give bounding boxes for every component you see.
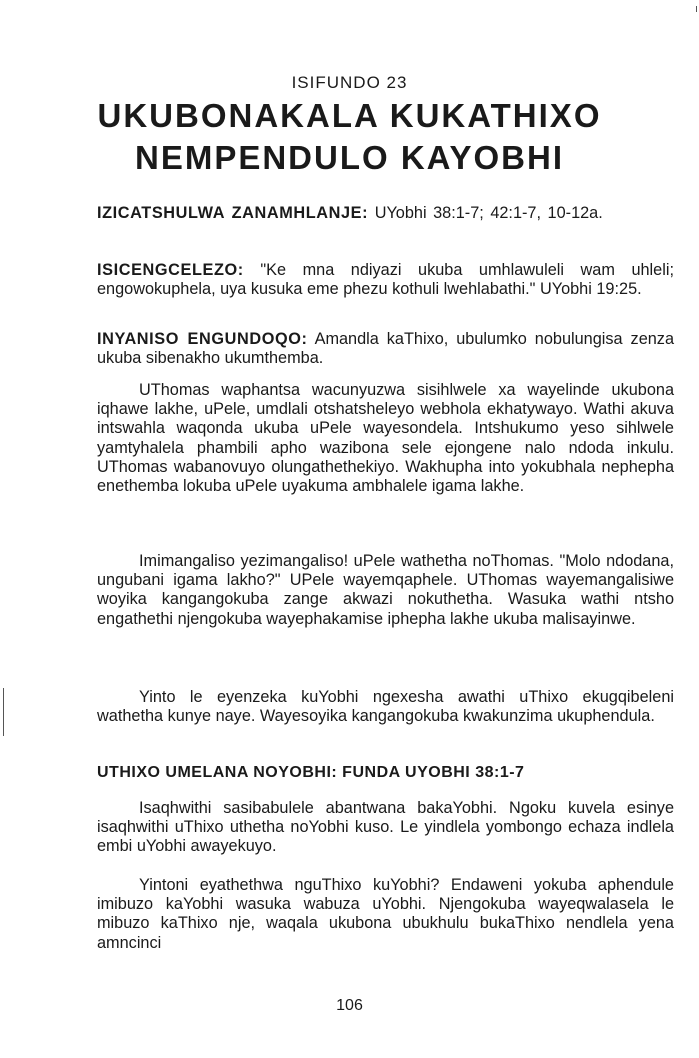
central-truth	[97, 330, 674, 368]
paragraph: Isaqhwithi sasibabulele abantwana bakaYobhi. Ngoku kuvela esinye isaqhwithi uThixo uthetha noYobhi kuso. Le yindlela yombongo echaza indlela embi uYobhi awayekuyo.	[97, 799, 674, 856]
scan-mark	[696, 6, 697, 12]
background-reading	[97, 204, 674, 223]
central-truth-text: Amandla kaThixo, ubulumko nobulungisa zenza ukuba sibenakho ukumthemba.	[97, 330, 674, 368]
memory-verse-label: ISICENGCELEZO:	[97, 261, 244, 279]
paragraph: Yinto le eyenzeka kuYobhi ngexesha awathi uThixo ekugqibeleni wathetha kunye naye. Wayesoyika kangangokuba kwakunzima ukuphendula.	[97, 688, 674, 726]
background-reading-text: UYobhi 38:1-7; 42:1-7, 10-12a.	[374, 204, 603, 222]
paragraph: Imimangaliso yezimangaliso! uPele wathetha noThomas. "Molo ndodana, ungubani igama lakho?" UPele wayemqaphele. UThomas wayemangalisiwe woyika kangangokuba zange akwazi nokuthetha. Wasuka wathi ntsho engathethi njengokuba wayephakamise iphepha lakhe ukuba malisayinwe.	[97, 552, 674, 628]
memory-verse-text: "Ke mna ndiyazi ukuba umhlawuleli wam uhleli; engowokuphela, uya kusuka eme phezu kothuli lwehlabathi." UYobhi 19:25.	[97, 261, 674, 299]
memory-verse	[97, 261, 674, 299]
lesson-title-line-1: UKUBONAKALA KUKATHIXO	[97, 97, 602, 134]
paragraph: Yintoni eyathethwa nguThixo kuYobhi? Endaweni yokuba aphendule imibuzo kaYobhi wasuka wabuza uYobhi. Njengokuba wayeqwalasela le mibuzo kaThixo nje, waqala ukubona ubukhulu bukaThixo nendlela yena amncinci	[97, 876, 674, 952]
lesson-label: ISIFUNDO 23	[291, 73, 408, 92]
section-heading: UTHIXO UMELANA NOYOBHI: FUNDA UYOBHI 38:1-7	[97, 764, 525, 781]
paragraph: UThomas waphantsa wacunyuzwa sisihlwele xa wayelinde ukubona iqhawe lakhe, uPele, umdlali otshatsheleyo webhola ekhatywayo. Wathi akuva intswahla waqonda ukuba uPele wayesondela. Intshukumo yeso sihlwele yamtyhalela phambili apho wazibona sele ejongene nalo ndoda inkulu. UThomas wabanovuyo olungathethekiyo. Wakhupha into yokubhala nephepha enethemba lokuba uPele uyakuma ambhalele igama lakhe.	[97, 381, 674, 496]
scan-edge-line	[3, 688, 4, 736]
lesson-title-line-2: NEMPENDULO KAYOBHI	[135, 139, 564, 176]
page-number: 106	[336, 997, 363, 1014]
background-reading-label: IZICATSHULWA ZANAMHLANJE:	[97, 204, 369, 222]
central-truth-label: INYANISO ENGUNDOQO:	[97, 330, 308, 348]
